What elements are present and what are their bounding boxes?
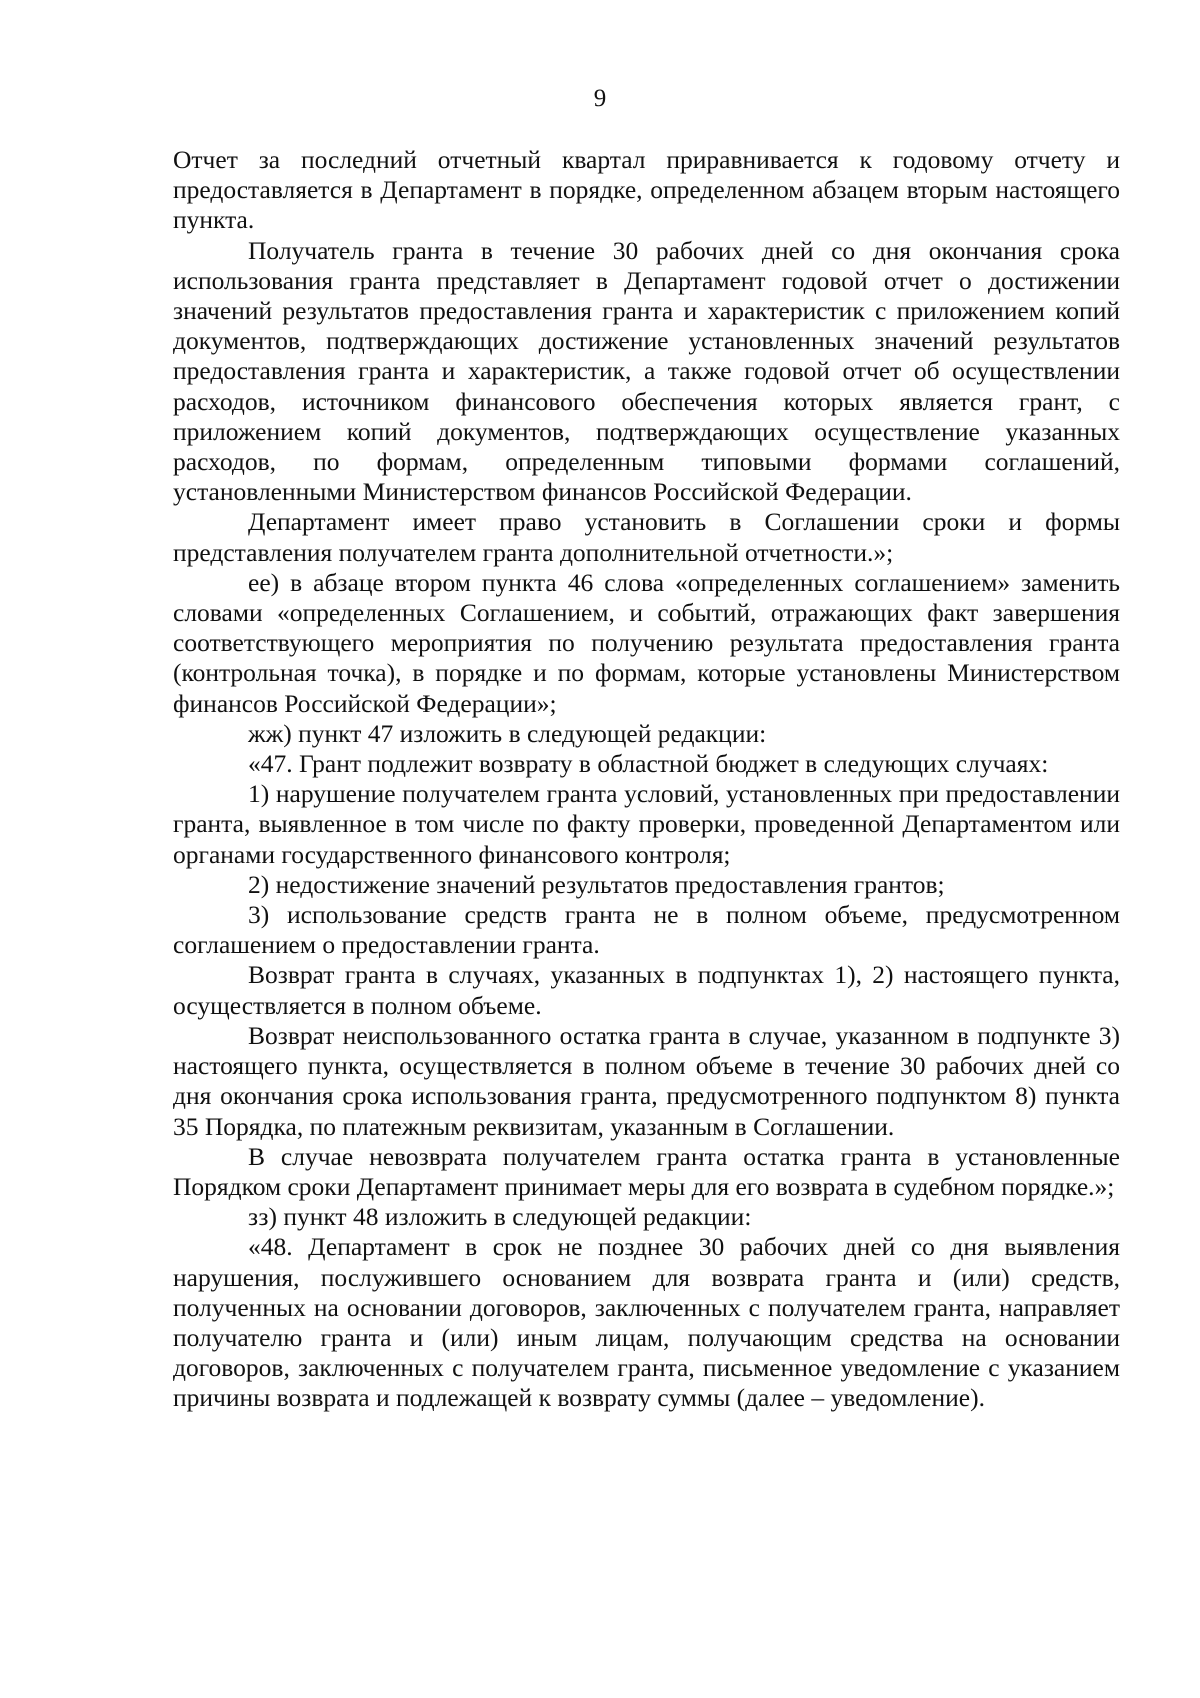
paragraph-unused-balance-return: Возврат неиспользованного остатка гранта в случае, указанном в подпункте 3) настоящего пункта, осуществляется в полном объеме в течение 30 рабочих дней со дня окончания срока использования гранта, предусмотренного подпунктом 8) пункта 35 Порядка, по платежным реквизитам, указанным в Соглашении. <box>173 1020 1120 1141</box>
paragraph-case-2: 2) недостижение значений результатов предоставления грантов; <box>248 869 945 899</box>
paragraph-report-last-quarter: Отчет за последний отчетный квартал приравнивается к годовому отчету и предоставляется в Департамент в порядке, определенном абзацем вторым настоящего пункта. <box>173 145 1120 235</box>
document-body <box>173 145 1120 1414</box>
paragraph-amendment-ee: ее) в абзаце втором пункта 46 слова «определенных соглашением» заменить словами «определенных Соглашением, и событий, отражающих факт завершения соответствующего мероприятия по получению результата предоставления гранта (контрольная точка), в порядке и по формам, которые установлены Министерством финансов Российской Федерации»; <box>173 567 1120 718</box>
page-number: 9 <box>593 85 607 112</box>
paragraph-court-measures: В случае невозврата получателем гранта остатка гранта в установленные Порядком сроки Департамент принимает меры для его возврата в судебном порядке.»; <box>173 1141 1120 1201</box>
paragraph-full-return: Возврат гранта в случаях, указанных в подпунктах 1), 2) настоящего пункта, осуществляется в полном объеме. <box>173 960 1120 1020</box>
paragraph-amendment-zhzh: жж) пункт 47 изложить в следующей редакции: <box>248 718 767 748</box>
paragraph-case-3: 3) использование средств гранта не в полном объеме, предусмотренном соглашением о предоставлении гранта. <box>173 900 1120 960</box>
paragraph-amendment-zz: зз) пункт 48 изложить в следующей редакции: <box>248 1202 752 1232</box>
paragraph-additional-reporting: Департамент имеет право установить в Соглашении сроки и формы представления получателем гранта дополнительной отчетности.»; <box>173 507 1120 567</box>
paragraph-case-1: 1) нарушение получателем гранта условий, установленных при предоставлении гранта, выявленное в том числе по факту проверки, проведенной Департаментом или органами государственного финансового контроля; <box>173 779 1120 869</box>
paragraph-clause-48: «48. Департамент в срок не позднее 30 рабочих дней со дня выявления нарушения, послужившего основанием для возврата гранта и (или) средств, полученных на основании договоров, заключенных с получателем гранта, направляет получателю гранта и (или) иным лицам, получающим средства на основании договоров, заключенных с получателем гранта, письменное уведомление с указанием причины возврата и подлежащей к возврату суммы (далее – уведомление). <box>173 1232 1120 1413</box>
paragraph-annual-report: Получатель гранта в течение 30 рабочих дней со дня окончания срока использования гранта представляет в Департамент годовой отчет о достижении значений результатов предоставления гранта и характеристик с приложением копий документов, подтверждающих достижение установленных значений результатов предоставления гранта и характеристик, а также годовой отчет об осуществлении расходов, источником финансового обеспечения которых является грант, с приложением копий документов, подтверждающих осуществление указанных расходов, по формам, определенным типовыми формами соглашений, установленными Министерством финансов Российской Федерации. <box>173 235 1120 507</box>
paragraph-clause-47: «47. Грант подлежит возврату в областной бюджет в следующих случаях: <box>248 749 1049 779</box>
